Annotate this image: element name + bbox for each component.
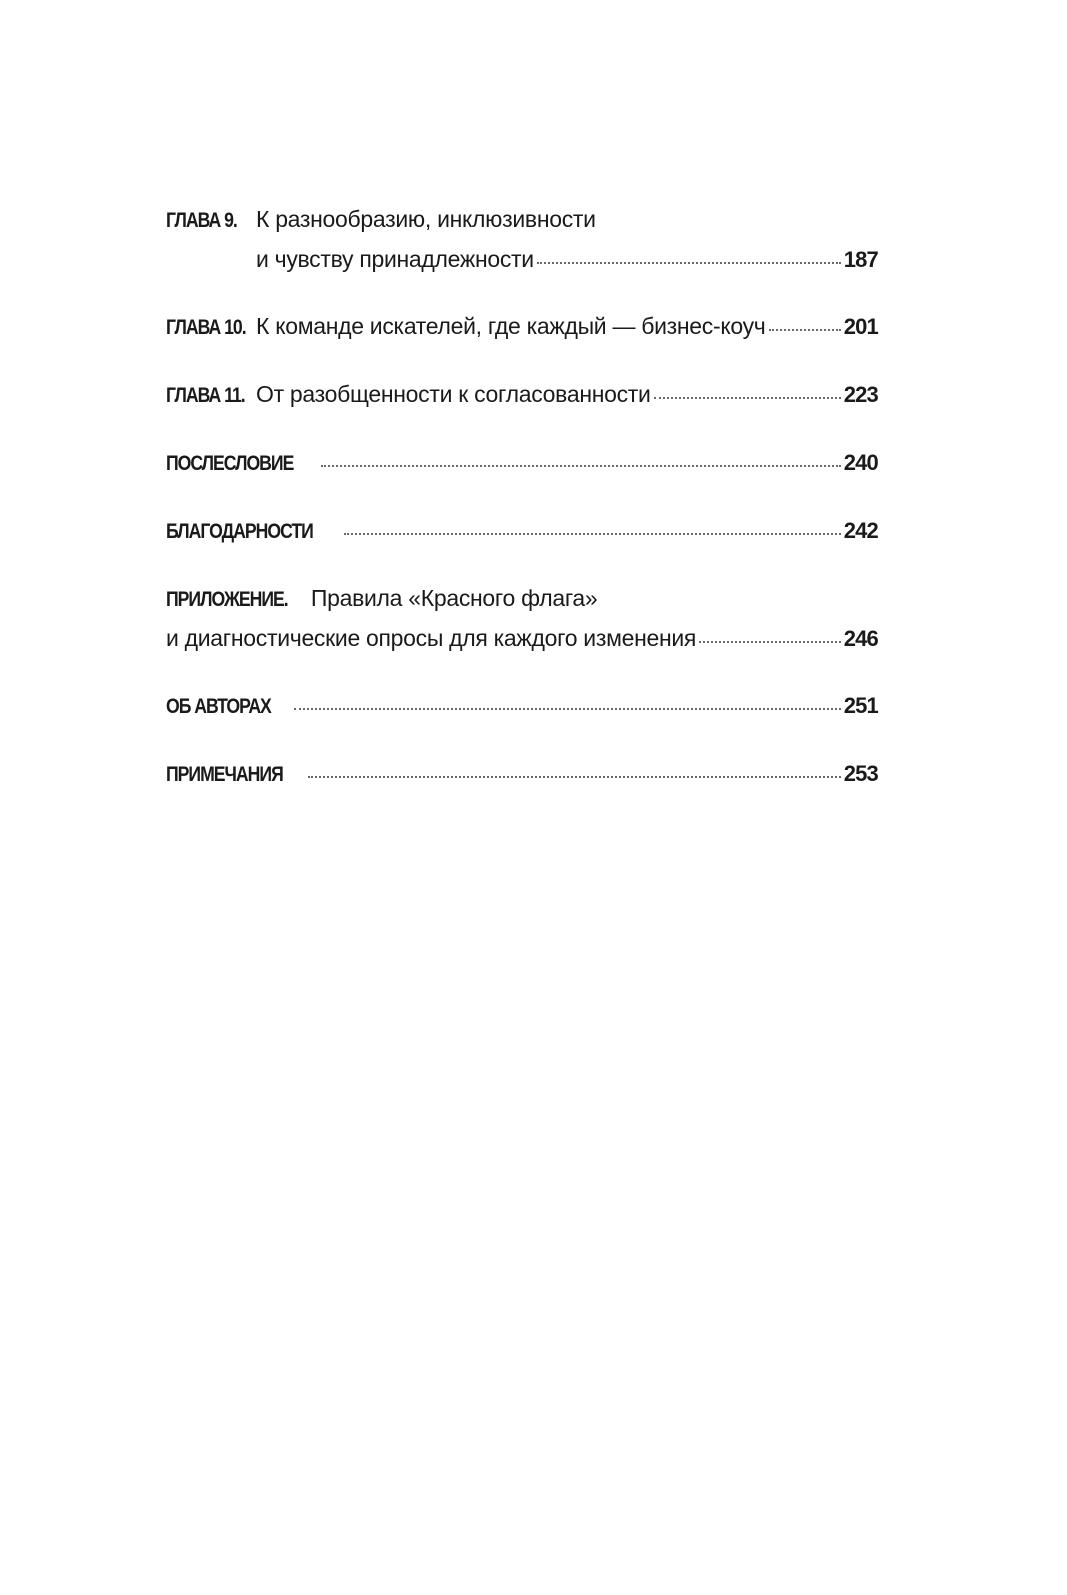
chapter-title-continued: и чувству принадлежности	[256, 246, 534, 272]
toc-entry-acknowledgements[interactable]	[166, 511, 878, 551]
dot-leader	[344, 533, 841, 535]
chapter-title: От разобщенности к согласованности	[256, 381, 651, 407]
dot-leader	[699, 641, 841, 643]
page-number: 240	[843, 450, 878, 475]
dot-leader	[294, 708, 841, 710]
toc-entry-chapter-11[interactable]	[166, 375, 878, 415]
toc-entry-afterword[interactable]	[166, 443, 878, 483]
chapter-title: К команде искателей, где каждый — бизнес-коуч	[256, 313, 766, 339]
chapter-title: К разнообразию, инклюзивности	[256, 206, 596, 232]
toc-entry-about-authors[interactable]	[166, 686, 878, 726]
dot-leader	[769, 329, 841, 331]
table-of-contents	[166, 200, 878, 822]
chapter-label: ГЛАВА 9.	[166, 209, 237, 232]
page-number: 201	[843, 314, 878, 339]
section-label: БЛАГОДАРНОСТИ	[166, 520, 313, 543]
section-title-continued: и диагностические опросы для каждого изменения	[166, 625, 697, 651]
page-number: 246	[843, 626, 878, 651]
toc-entry-chapter-9[interactable]	[166, 200, 878, 279]
section-label: ПРИМЕЧАНИЯ	[166, 763, 283, 786]
section-label: ПОСЛЕСЛОВИЕ	[166, 452, 294, 475]
page-number: 251	[843, 693, 878, 718]
dot-leader	[654, 397, 841, 399]
dot-leader	[537, 262, 841, 264]
page-number: 187	[843, 247, 878, 272]
chapter-label: ГЛАВА 10.	[166, 316, 246, 339]
section-title: Правила «Красного флага»	[310, 585, 598, 611]
dot-leader	[321, 465, 841, 467]
page-number: 253	[843, 761, 878, 786]
section-label: ОБ АВТОРАХ	[166, 695, 271, 718]
page-number: 242	[843, 518, 878, 543]
toc-entry-chapter-10[interactable]	[166, 307, 878, 347]
chapter-label: ГЛАВА 11.	[166, 384, 245, 407]
toc-entry-notes[interactable]	[166, 754, 878, 794]
dot-leader	[308, 776, 841, 778]
toc-entry-appendix[interactable]	[166, 579, 878, 658]
section-label: ПРИЛОЖЕНИЕ.	[166, 588, 288, 611]
page-number: 223	[843, 382, 878, 407]
